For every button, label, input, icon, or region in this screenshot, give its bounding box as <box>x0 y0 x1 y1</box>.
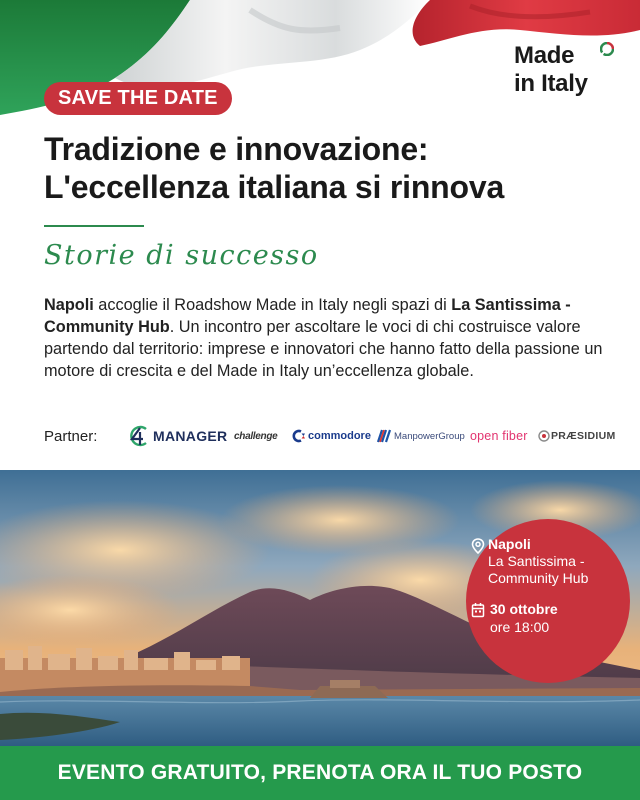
calendar-icon <box>471 602 485 618</box>
partner-logo-praesidium <box>538 420 616 452</box>
cta-banner[interactable]: EVENTO GRATUITO, PRENOTA ORA IL TUO POSTO <box>0 746 640 800</box>
partner-openfiber-text: open fiber <box>470 429 528 443</box>
commodore-icon <box>292 429 306 443</box>
page-title <box>44 130 604 206</box>
partner-logo-openfiber <box>470 420 528 452</box>
intro-city: Napoli <box>44 296 94 314</box>
subtitle: Storie di successo <box>44 240 319 271</box>
logo-line-2: in Italy <box>514 70 588 97</box>
intro-text-2: . Un incontro per ascoltare le voci di chi costruisce valore partendo dal territorio: imprese e innovatori che hanno fatto della passione un motore di crescita e del Made in Italy un’eccellenza globale. <box>44 318 603 380</box>
intro-paragraph <box>44 294 620 382</box>
partner-logo-challenge <box>234 420 277 452</box>
location-pin-icon <box>471 538 485 554</box>
praesidium-icon <box>538 430 550 442</box>
partner-praesidium-text: PRÆSIDIUM <box>551 430 616 442</box>
partners-row <box>44 420 620 452</box>
partner-4manager-text: MANAGER <box>153 428 228 444</box>
partner-challenge-text: challenge <box>234 430 278 442</box>
made-in-italy-logo <box>514 42 624 106</box>
save-the-date-badge: SAVE THE DATE <box>44 82 232 115</box>
partner-manpower-text: ManpowerGroup <box>394 430 465 442</box>
tricolor-circle-icon <box>600 42 614 56</box>
partner-commodore-text: commodore <box>308 430 371 442</box>
partner-logo-commodore <box>292 420 371 452</box>
title-line-1: Tradizione e innovazione: <box>44 131 429 167</box>
event-info-circle <box>466 519 630 683</box>
partner-logo-4manager <box>126 420 227 452</box>
partner-label: Partner: <box>44 428 98 445</box>
partner-logo-manpowergroup <box>376 420 465 452</box>
4manager-icon <box>126 424 150 448</box>
event-time: ore 18:00 <box>490 619 550 635</box>
event-venue: La Santissima - Community Hub <box>488 553 589 586</box>
intro-text-1: accoglie il Roadshow Made in Italy negli spazi di <box>93 296 452 314</box>
intro-venue: La Santissima - Community Hub <box>44 296 571 336</box>
logo-line-1: Made <box>514 42 575 69</box>
divider <box>44 225 144 227</box>
title-line-2: L'eccellenza italiana si rinnova <box>44 169 505 205</box>
event-city: Napoli <box>488 536 531 552</box>
event-date: 30 ottobre <box>490 601 558 617</box>
manpower-icon <box>376 429 392 443</box>
